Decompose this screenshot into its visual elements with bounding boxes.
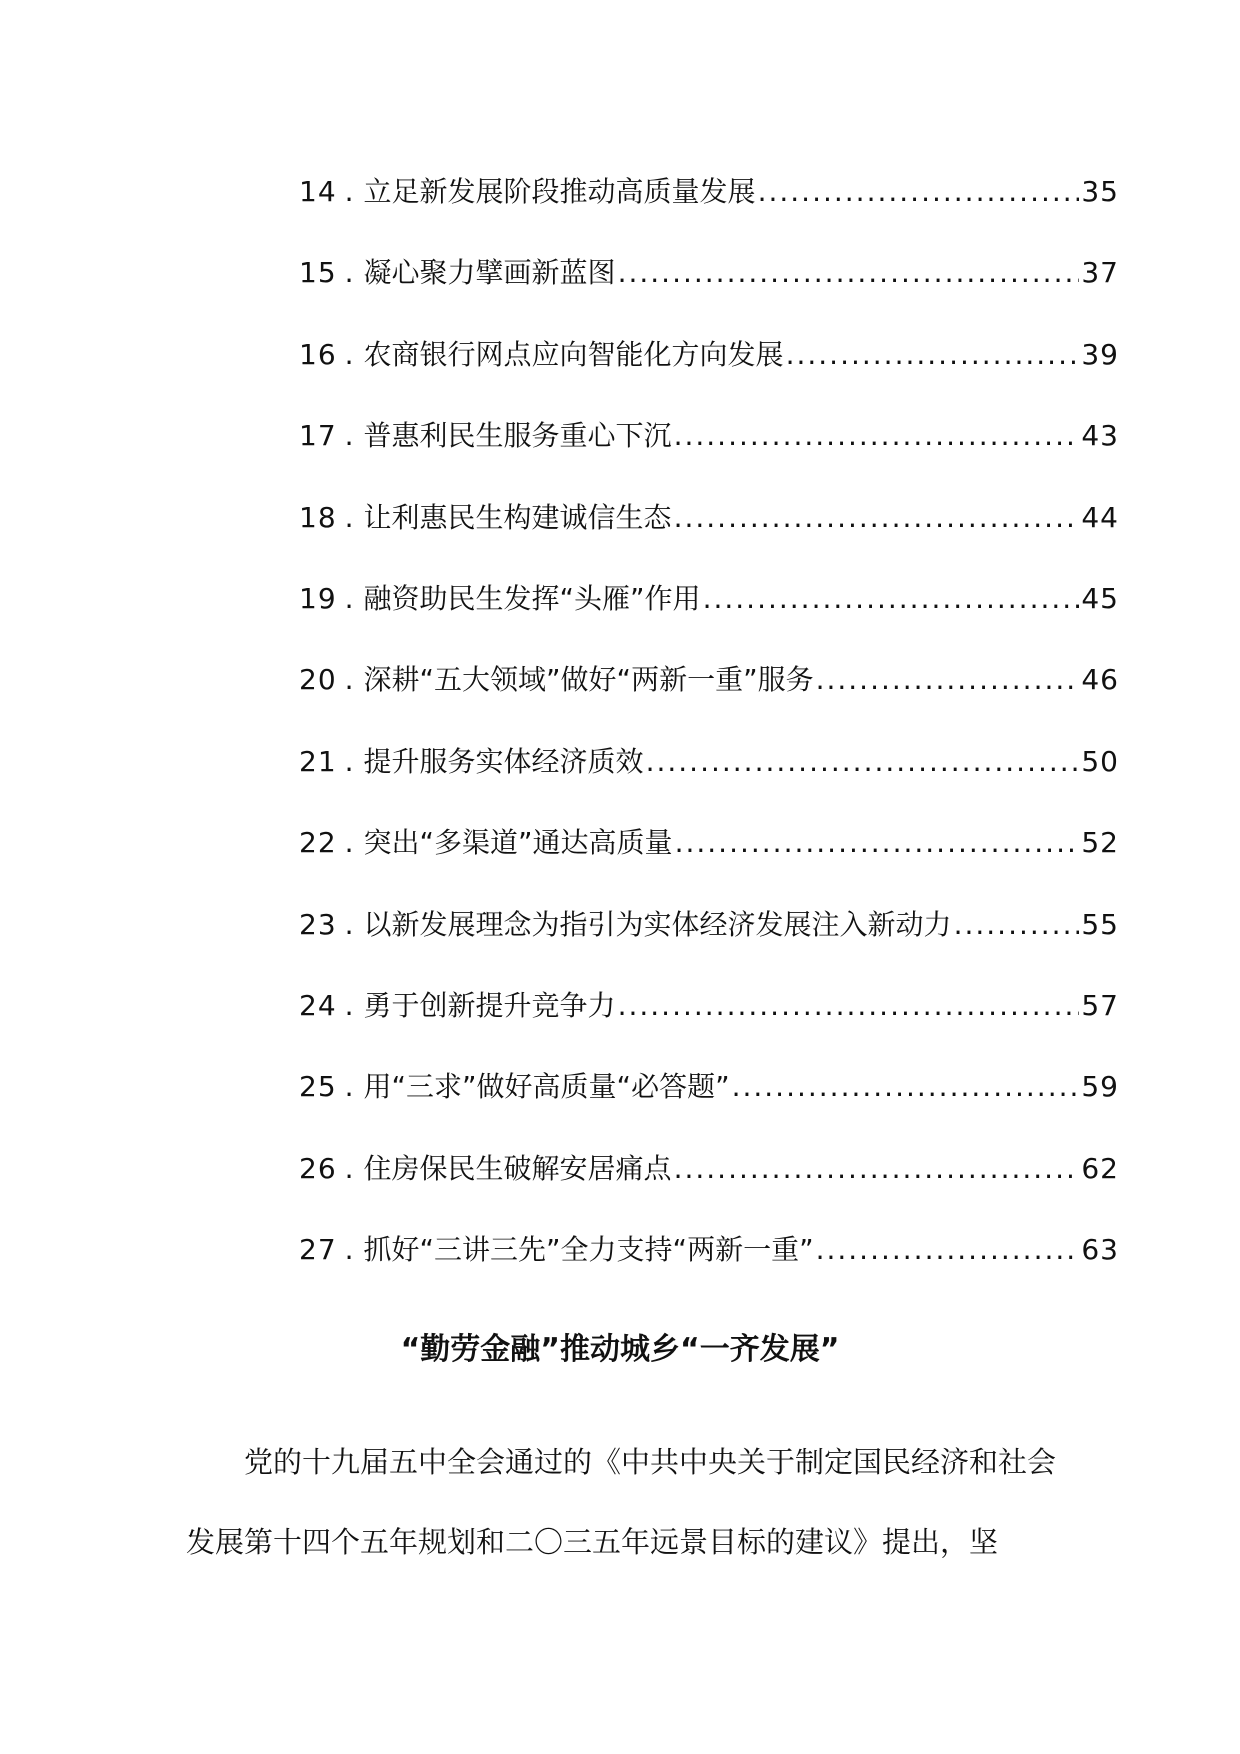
toc-entry-number: 23: [299, 907, 337, 941]
toc-dot-leader: [732, 1067, 1080, 1107]
toc-dot-leader: [703, 579, 1080, 619]
toc-entry-number: 27: [299, 1233, 337, 1267]
article-paragraph: 党的十九届五中全会通过的《中共中央关于制定国民经济和社会发展第十四个五年规划和二〇三五年远景目标的建议》提出，坚: [186, 1445, 1057, 1559]
toc-entry-title: 提升服务实体经济质效: [363, 744, 644, 778]
toc-entry-number: 17: [299, 419, 337, 453]
toc-entry-separator: .: [344, 826, 354, 860]
toc-entry-title: 勇于创新提升竞争力: [363, 988, 616, 1022]
toc-entry-separator: .: [344, 1233, 354, 1267]
toc-entry[interactable]: [299, 823, 1119, 904]
toc-entry-page: 44: [1081, 500, 1119, 534]
toc-entry[interactable]: [299, 1230, 1119, 1311]
toc-entry[interactable]: [299, 1067, 1119, 1148]
toc-entry-number: 15: [299, 256, 337, 290]
toc-entry[interactable]: [299, 660, 1119, 741]
toc-entry-title: 普惠利民生服务重心下沉: [363, 419, 672, 453]
toc-entry-title: 以新发展理念为指引为实体经济发展注入新动力: [363, 907, 952, 941]
toc-entry-page: 50: [1081, 744, 1119, 778]
toc-entry-number: 20: [299, 663, 337, 697]
toc-entry-separator: .: [344, 175, 354, 208]
toc-entry-separator: .: [344, 744, 354, 778]
toc-entry-page: 57: [1081, 988, 1119, 1022]
toc-entry-separator: .: [344, 256, 354, 290]
toc-entry-number: 16: [299, 337, 337, 371]
toc-entry-separator: .: [344, 419, 354, 453]
toc-entry[interactable]: [299, 335, 1119, 416]
toc-entry-page: 63: [1081, 1233, 1119, 1267]
toc-entry-number: 25: [299, 1070, 337, 1104]
toc-dot-leader: [646, 742, 1080, 782]
toc-entry-title: 抓好“三讲三先”全力支持“两新一重”: [363, 1233, 814, 1267]
toc-entry-number: 21: [299, 744, 337, 778]
toc-entry[interactable]: [299, 742, 1119, 823]
toc-entry-number: 24: [299, 988, 337, 1022]
toc-dot-leader: [674, 1149, 1080, 1189]
toc-entry[interactable]: [299, 905, 1119, 986]
toc-entry-title: 深耕“五大领域”做好“两新一重”服务: [363, 663, 814, 697]
toc-entry-separator: .: [344, 500, 354, 534]
toc-dot-leader: [674, 498, 1080, 538]
toc-entry-title: 让利惠民生构建诚信生态: [363, 500, 672, 534]
toc-entry[interactable]: [299, 1149, 1119, 1230]
toc-entry-separator: .: [344, 581, 354, 615]
toc-entry[interactable]: [299, 172, 1119, 253]
toc-entry-separator: .: [344, 1070, 354, 1104]
toc-entry-page: 59: [1081, 1070, 1119, 1104]
toc-entry-title: 住房保民生破解安居痛点: [363, 1151, 672, 1185]
toc-entry-number: 22: [299, 826, 337, 860]
toc-entry[interactable]: [299, 253, 1119, 334]
toc-entry-title: 农商银行网点应向智能化方向发展: [363, 337, 784, 371]
toc-entry-page: 62: [1081, 1151, 1119, 1185]
toc-entry-number: 14: [299, 175, 337, 208]
toc-entry[interactable]: [299, 416, 1119, 497]
toc-dot-leader: [816, 1230, 1080, 1270]
toc-entry-page: 46: [1081, 663, 1119, 697]
toc-dot-leader: [816, 660, 1080, 700]
toc-entry-separator: .: [344, 663, 354, 697]
toc-entry-page: 39: [1081, 337, 1119, 371]
toc-dot-leader: [618, 253, 1080, 293]
toc-dot-leader: [758, 172, 1080, 212]
toc-entry-number: 19: [299, 581, 337, 615]
table-of-contents: [299, 172, 1119, 1311]
toc-entry-page: 43: [1081, 419, 1119, 453]
toc-dot-leader: [954, 905, 1080, 945]
toc-entry-title: 突出“多渠道”通达高质量: [363, 826, 673, 860]
toc-entry-page: 55: [1081, 907, 1119, 941]
toc-entry-page: 37: [1081, 256, 1119, 290]
toc-dot-leader: [618, 986, 1080, 1026]
toc-entry[interactable]: [299, 986, 1119, 1067]
toc-entry-number: 18: [299, 500, 337, 534]
toc-entry-title: 融资助民生发挥“头雁”作用: [363, 581, 701, 615]
toc-entry-page: 52: [1081, 826, 1119, 860]
toc-dot-leader: [675, 823, 1080, 863]
toc-entry-title: 凝心聚力擘画新蓝图: [363, 256, 616, 290]
toc-dot-leader: [786, 335, 1080, 375]
toc-entry-separator: .: [344, 1151, 354, 1185]
toc-entry-page: 45: [1081, 581, 1119, 615]
toc-entry-separator: .: [344, 907, 354, 941]
toc-entry-title: 用“三求”做好高质量“必答题”: [363, 1070, 730, 1104]
toc-entry-separator: .: [344, 988, 354, 1022]
toc-dot-leader: [674, 416, 1080, 456]
toc-entry-number: 26: [299, 1151, 337, 1185]
toc-entry-separator: .: [344, 337, 354, 371]
toc-entry-page: 35: [1081, 175, 1119, 208]
toc-entry[interactable]: [299, 498, 1119, 579]
toc-entry-title: 立足新发展阶段推动高质量发展: [363, 175, 756, 208]
toc-entry[interactable]: [299, 579, 1119, 660]
article-heading: “勤劳金融”推动城乡“一齐发展”: [400, 1332, 840, 1367]
